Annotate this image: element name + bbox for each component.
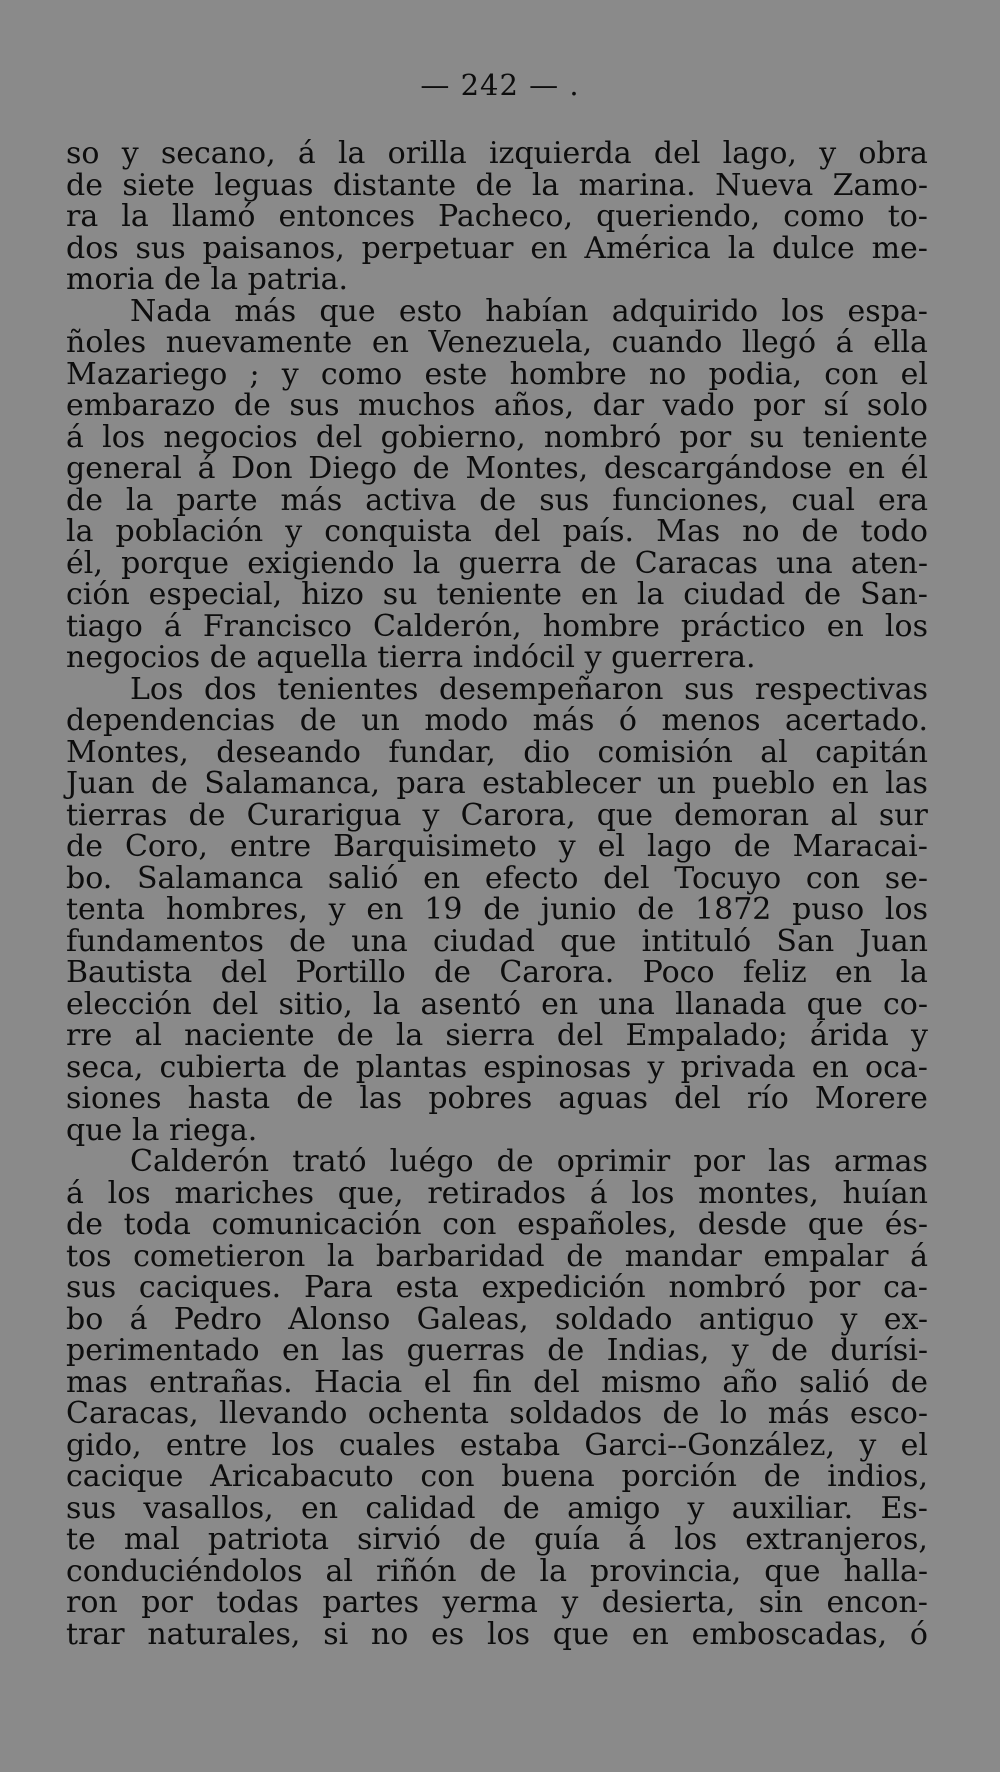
text-line: fundamentos de una ciudad que intituló San Juan (66, 923, 928, 959)
text-line: Montes, deseando fundar, dio comisión al capitán (66, 734, 928, 770)
text-line: bo. Salamanca salió en efecto del Tocuyo con se- (66, 860, 928, 896)
text-line: sus caciques. Para esta expedición nombró por ca- (66, 1270, 928, 1305)
text-line: que la riega. (66, 1112, 258, 1148)
text-line: de siete leguas distante de la marina. Nueva Zamo- (66, 167, 928, 203)
text-line: cacique Aricabacuto con buena porción de indios, (66, 1459, 928, 1494)
text-line: moria de la patria. (66, 262, 349, 297)
text-line: te mal patriota sirvió de guía á los extranjeros, (66, 1522, 928, 1557)
text-line: siones hasta de las pobres aguas del río Morere (66, 1081, 928, 1116)
text-line: tiago á Francisco Calderón, hombre práctico en los (66, 608, 928, 644)
text-line: de la parte más activa de sus funciones, cual era (66, 482, 928, 518)
text-line: dependencias de un modo más ó menos acertado. (66, 703, 928, 738)
text-line: ron por todas partes yerma y desierta, sin encon- (66, 1585, 928, 1620)
text-line: general á Don Diego de Montes, descargándose en él (66, 451, 928, 486)
text-line: tos cometieron la barbaridad de mandar empalar á (66, 1238, 928, 1274)
text-line: perimentado en las guerras de Indias, y de durísi- (66, 1333, 928, 1368)
text-line: ñoles nuevamente en Venezuela, cuando llegó á ella (66, 325, 928, 360)
text-line: ra la llamó entonces Pacheco, queriendo, como to- (66, 199, 928, 234)
text-line: Juan de Salamanca, para establecer un pueblo en las (66, 766, 928, 801)
text-line: trar naturales, si no es los que en emboscadas, ó (66, 1616, 928, 1652)
text-line: de toda comunicación con españoles, desde que és- (66, 1207, 928, 1242)
text-line: él, porque exigiendo la guerra de Caracas una aten- (66, 545, 928, 581)
text-line: Caracas, llevando ochenta soldados de lo más esco- (66, 1396, 928, 1431)
text-line: negocios de aquella tierra indócil y guerrera. (66, 640, 756, 675)
text-line: seca, cubierta de plantas espinosas y privada en oca- (66, 1049, 928, 1085)
text-line: elección del sitio, la asentó en una llanada que co- (66, 986, 928, 1022)
text-line: tierras de Curarigua y Carora, que demoran al sur (66, 797, 928, 833)
text-line: rre al naciente de la sierra del Empalado; árida y (66, 1018, 928, 1053)
text-line: dos sus paisanos, perpetuar en América la dulce me- (66, 230, 928, 266)
text-line: Mazariego ; y como este hombre no podia, con el (66, 356, 928, 392)
text-line: Bautista del Portillo de Carora. Poco feliz en la (66, 955, 928, 990)
page-number: — 242 — . (420, 68, 580, 102)
text-line: so y secano, á la orilla izquierda del lago, y obra (66, 136, 928, 171)
text-line: bo á Pedro Alonso Galeas, soldado antiguo y ex- (66, 1301, 928, 1337)
text-line: embarazo de sus muchos años, dar vado por sí solo (66, 388, 928, 423)
text-line: ción especial, hizo su teniente en la ciudad de San- (66, 577, 928, 612)
text-line: Calderón trató luégo de oprimir por las armas (130, 1144, 928, 1179)
text-line: de Coro, entre Barquisimeto y el lago de Maracai- (66, 829, 928, 864)
text-line: mas entrañas. Hacia el fin del mismo año salió de (66, 1364, 928, 1400)
text-line: sus vasallos, en calidad de amigo y auxiliar. Es- (66, 1490, 928, 1526)
text-line: á los mariches que, retirados á los montes, huían (66, 1175, 928, 1211)
text-line: á los negocios del gobierno, nombró por su teniente (66, 419, 928, 455)
text-line: tenta hombres, y en 19 de junio de 1872 puso los (66, 892, 928, 927)
text-line: conduciéndolos al riñón de la provincia, que halla- (66, 1553, 928, 1589)
text-line: Nada más que esto habían adquirido los espa- (130, 293, 928, 329)
text-line: Los dos tenientes desempeñaron sus respectivas (130, 671, 928, 707)
text-line: la población y conquista del país. Mas no de todo (66, 514, 928, 549)
text-line: gido, entre los cuales estaba Garci--González, y el (66, 1427, 928, 1463)
body-text (66, 138, 928, 1650)
